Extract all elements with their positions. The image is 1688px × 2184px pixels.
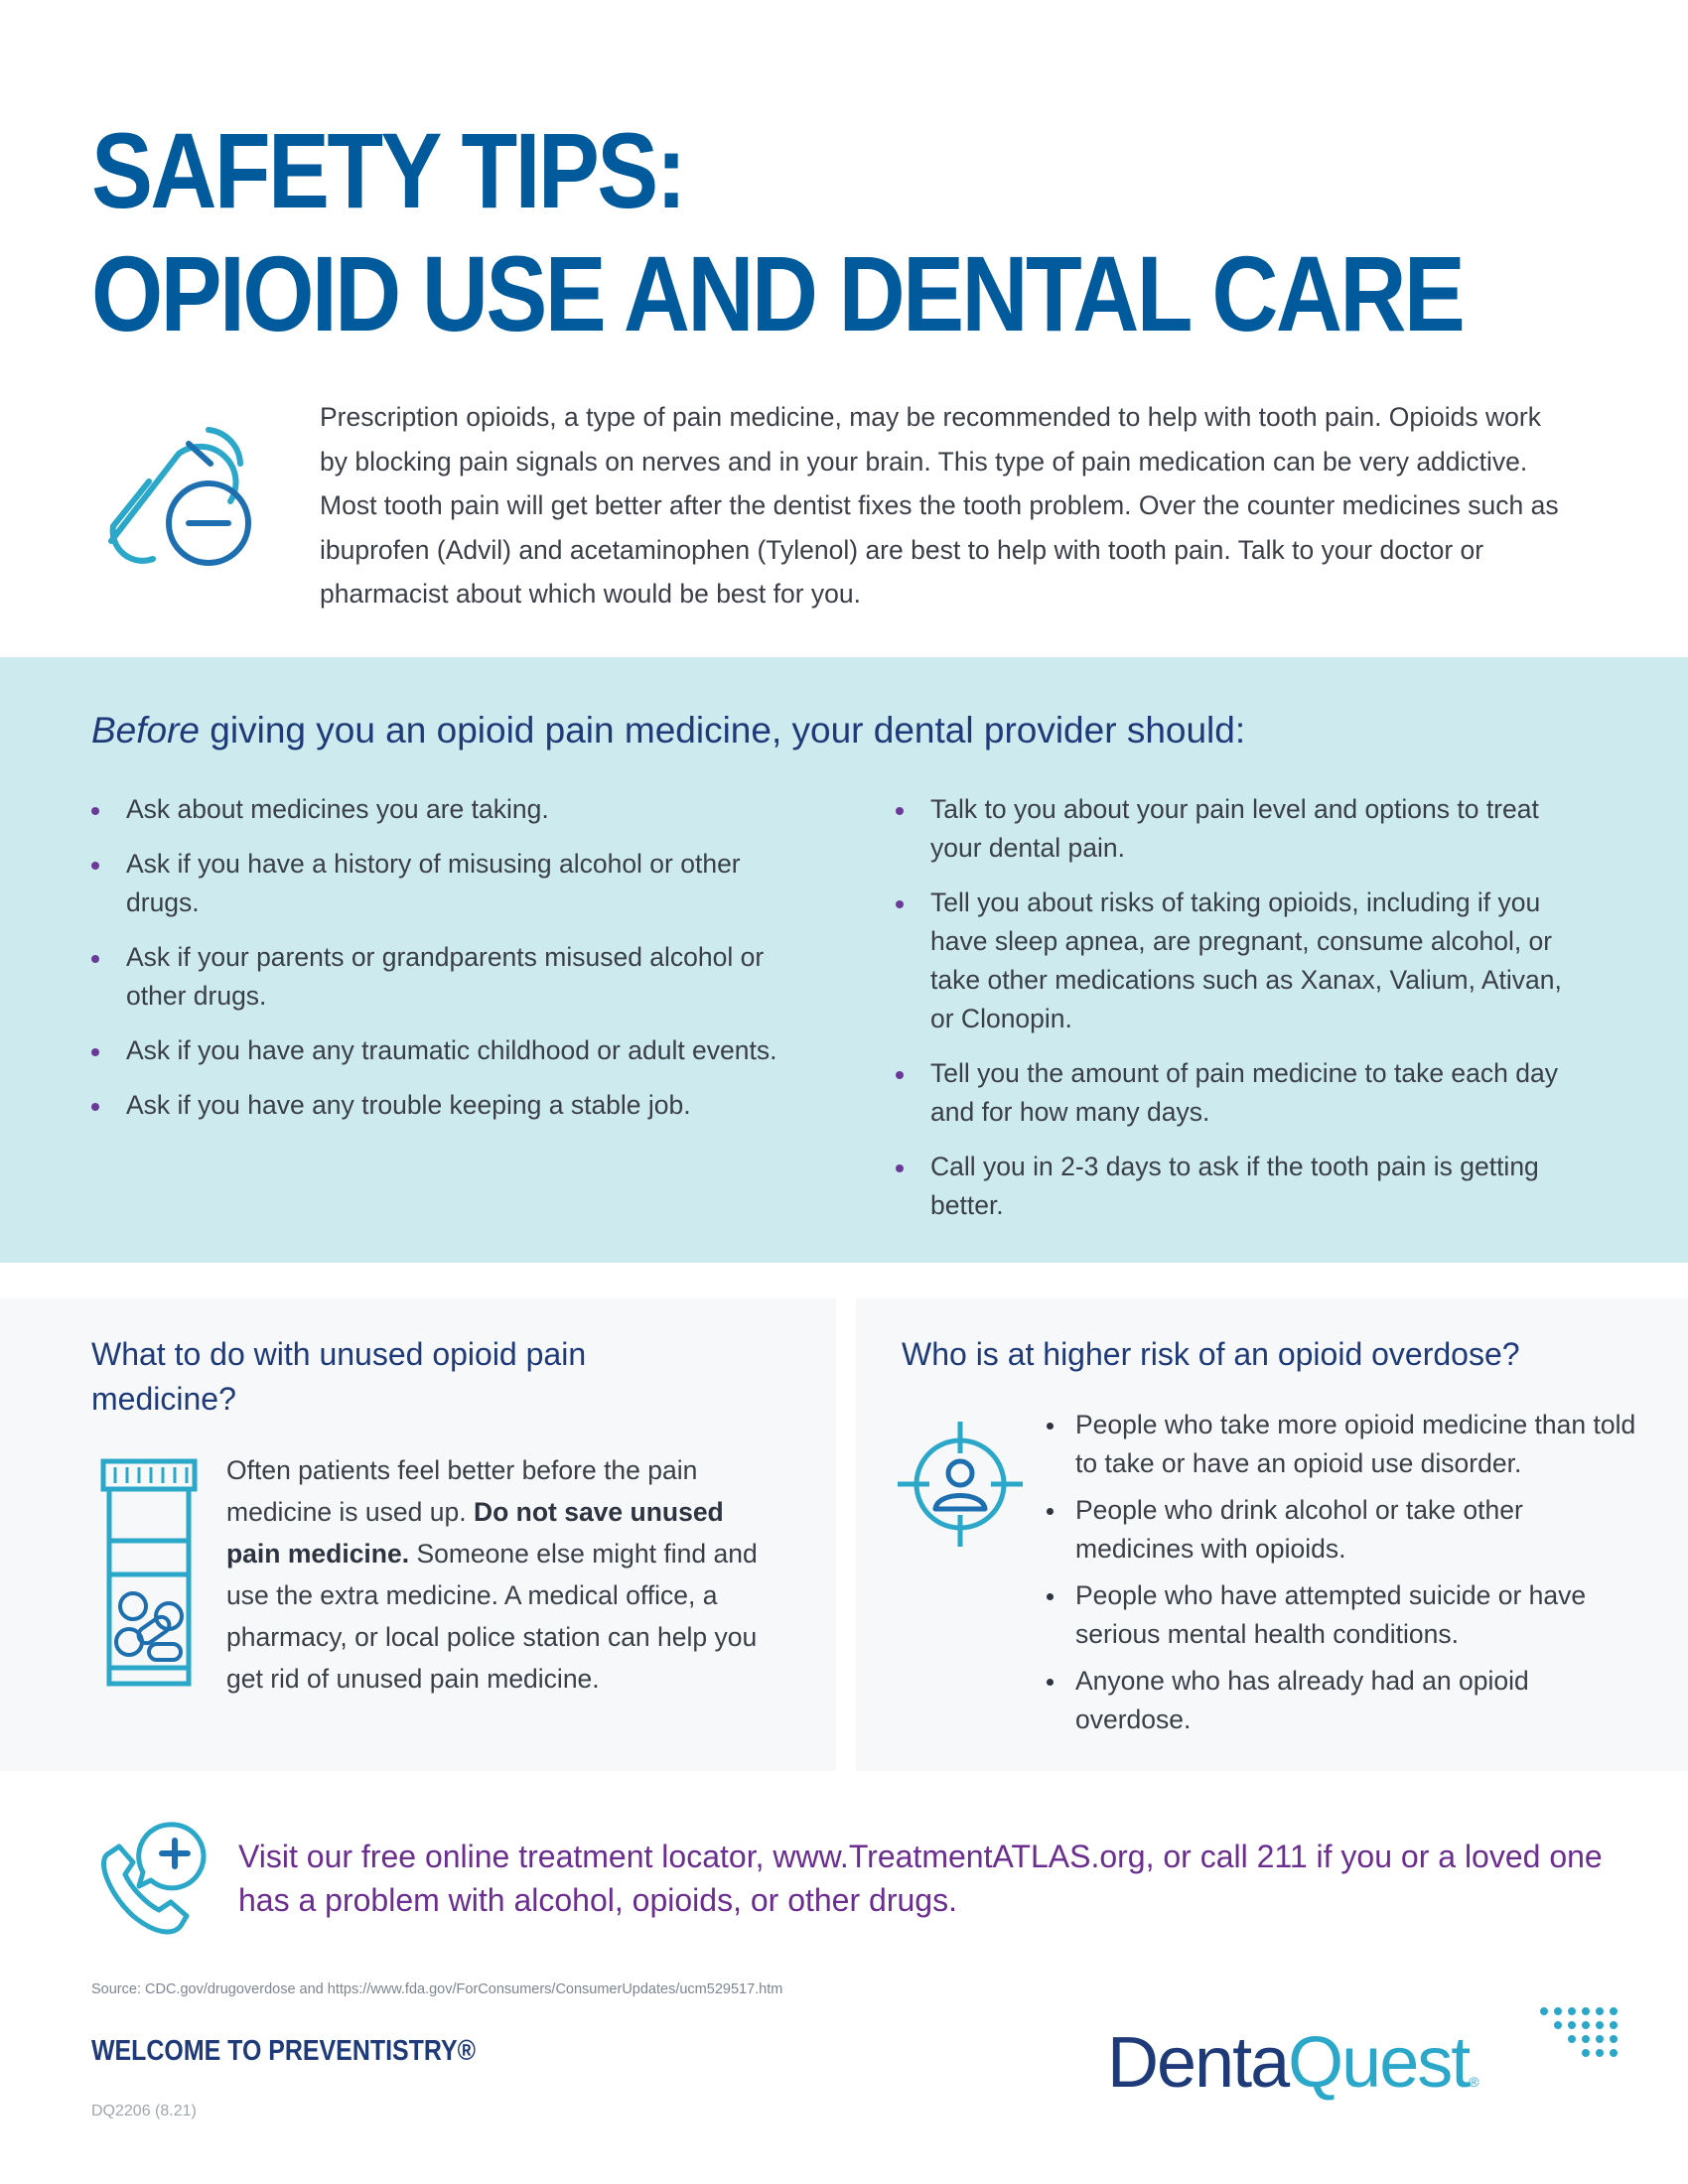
list-item: Tell you the amount of pain medicine to take each day and for how many days.: [896, 1054, 1591, 1132]
intro-paragraph: Prescription opioids, a type of pain medicine, may be recommended to help with tooth pain. Opioids work by blocking pain signals on nerves and in your brain. This type of pain medication can be very addictive. Most tooth pain will get better after the dentist fixes the tooth problem. Over the counter medicines such as ibuprofen (Advil) and acetaminophen (Tylenol) are best to help with tooth pain. Talk to your doctor or pharmacist about which would be best for you.: [320, 402, 1559, 609]
logo-registered: ®: [1469, 2074, 1477, 2090]
unused-text-rest: Someone else might find and use the extra medicine. A medical office, a pharmacy, or local police station can help you get rid of unused pain medicine.: [226, 1539, 758, 1694]
preventistry-tagline: WELCOME TO PREVENTISTRY®: [91, 2035, 476, 2067]
unused-medicine-text: [226, 1449, 782, 1700]
overdose-risk-list: [1043, 1406, 1638, 1747]
overdose-risk-heading: Who is at higher risk of an opioid overdose?: [902, 1336, 1520, 1372]
list-item: Tell you about risks of taking opioids, including if you have sleep apnea, are pregnant, consume alcohol, or take other medications such as Xanax, Valium, Ativan, or Clonopin.: [896, 884, 1591, 1038]
provider-checklist-left: [91, 790, 786, 1141]
list-item: Ask if you have a history of misusing alcohol or other drugs.: [91, 845, 786, 922]
dentaquest-logo: [1107, 2005, 1623, 2115]
list-item: Ask if you have any traumatic childhood or adult events.: [91, 1031, 786, 1070]
source-citation: Source: CDC.gov/drugoverdose and https://www.fda.gov/ForConsumers/ConsumerUpdates/ucm529517.htm: [91, 1981, 783, 1997]
list-item: Ask if you have any trouble keeping a stable job.: [91, 1086, 786, 1125]
list-item: Call you in 2-3 days to ask if the tooth pain is getting better.: [896, 1148, 1591, 1225]
phone-medical-icon: [89, 1817, 213, 1941]
heading-emphasis: Before: [91, 710, 201, 751]
logo-denta: Denta: [1107, 2023, 1289, 2103]
logo-quest: Quest: [1288, 2023, 1470, 2103]
pill-bottle-icon: [99, 1457, 199, 1688]
before-section-heading: [91, 707, 1245, 754]
pill-minus-icon: [91, 402, 260, 571]
title-line-2: OPIOID USE AND DENTAL CARE: [91, 233, 1464, 353]
target-person-icon: [896, 1420, 1025, 1549]
unused-medicine-heading: What to do with unused opioid pain medicine?: [91, 1336, 587, 1417]
list-item: People who take more opioid medicine than told to take or have an opioid use disorder.: [1043, 1406, 1638, 1483]
list-item: Ask about medicines you are taking.: [91, 790, 786, 829]
provider-checklist-right: [896, 790, 1591, 1241]
list-item: People who drink alcohol or take other medicines with opioids.: [1043, 1491, 1638, 1569]
list-item: Talk to you about your pain level and options to treat your dental pain.: [896, 790, 1591, 868]
logo-dots-icon: [1534, 2005, 1623, 2065]
list-item: People who have attempted suicide or have serious mental health conditions.: [1043, 1576, 1638, 1654]
list-item: Ask if your parents or grandparents misused alcohol or other drugs.: [91, 938, 786, 1016]
unused-text-bold: Do not save unused pain medicine.: [226, 1497, 724, 1569]
title-line-1: SAFETY TIPS:: [91, 110, 684, 230]
list-item: Anyone who has already had an opioid overdose.: [1043, 1662, 1638, 1739]
unused-text-lead: Often patients feel better before the pain medicine is used up.: [226, 1455, 698, 1527]
page-title: [91, 109, 1500, 355]
heading-rest: giving you an opioid pain medicine, your dental provider should:: [200, 710, 1246, 751]
treatment-locator-callout: Visit our free online treatment locator, www.TreatmentATLAS.org, or call 211 if you or a loved one has a problem with alcohol, opioids, or other drugs.: [238, 1839, 1603, 1918]
logo-wordmark: [1107, 2023, 1477, 2121]
document-code: DQ2206 (8.21): [91, 2103, 197, 2119]
